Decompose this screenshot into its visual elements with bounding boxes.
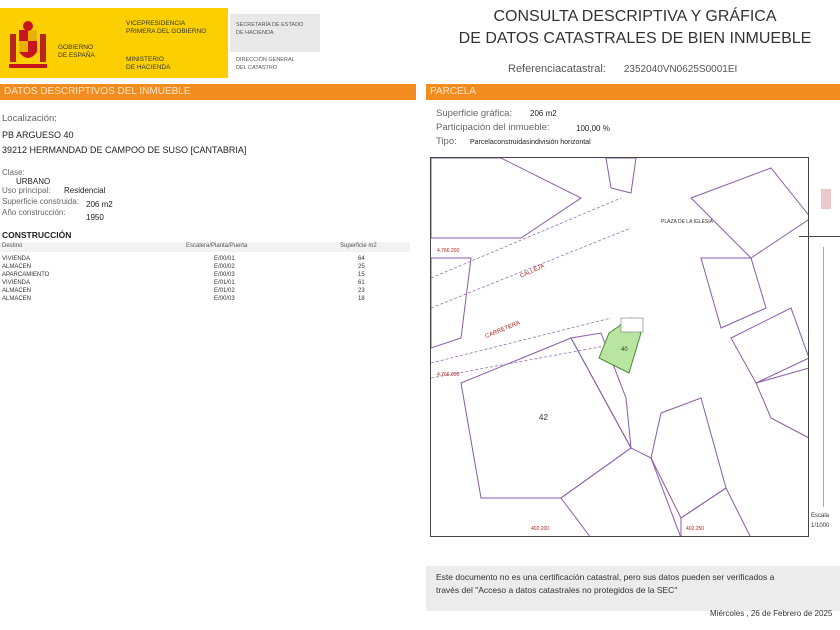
superficie-value: 206 m2 <box>86 200 113 209</box>
parcel-small-label: 40 <box>621 347 628 353</box>
building-outline <box>621 318 643 332</box>
verification-notice <box>426 566 840 611</box>
legend-box <box>799 177 840 237</box>
tipo-label: Tipo: <box>436 136 457 147</box>
participacion-label: Participación del inmueble: <box>436 122 550 133</box>
uso-label: Uso principal: <box>2 186 51 195</box>
header-superficie: Superficie m2 <box>340 243 377 249</box>
row-superficie: 23 <box>358 288 365 294</box>
parcel-outline <box>691 168 811 258</box>
ref-label: Referenciacatastral: <box>508 63 606 75</box>
vicepresidencia-line2: PRIMERA DEL GOBIERNO <box>126 28 207 35</box>
header-destino: Destino <box>2 243 23 249</box>
table-row <box>0 263 410 271</box>
document-title <box>440 6 830 50</box>
section-bar-parcela: PARCELA <box>426 84 840 100</box>
parcel-outline <box>431 258 471 348</box>
cadastral-map[interactable] <box>430 157 840 537</box>
row-ubicacion: E/00/03 <box>214 296 235 302</box>
construccion-table-header <box>0 242 410 252</box>
anio-label: Año construcción: <box>2 208 66 217</box>
secretaria-line2: DE HACIENDA <box>236 30 274 36</box>
coord-north-label: 4.766.200 <box>437 248 460 254</box>
legend-symbol <box>821 189 831 209</box>
gobierno-line1: GOBIERNO <box>58 44 94 51</box>
ministerio-line1: MINISTERIO <box>126 56 164 63</box>
row-ubicacion: E/00/03 <box>214 272 235 278</box>
row-destino: VIVIENDA <box>2 256 31 262</box>
parcel-outline <box>756 368 809 438</box>
direccion-line1: DIRECCIÓN GENERAL <box>236 57 295 63</box>
address-line2: 39212 HERMANDAD DE CAMPOO DE SUSO [CANTABRIA] <box>2 145 247 155</box>
escala-value: 1/1000 <box>811 523 830 529</box>
parcel-outline <box>701 258 766 328</box>
vicepresidencia-line1: VICEPRESIDENCIA <box>126 20 186 27</box>
direccion-line2: DEL CATASTRO <box>236 65 278 71</box>
road-label-calleja: CALLEJA <box>519 263 546 280</box>
parcel-outline <box>561 448 681 537</box>
superficie-grafica-value: 206 m2 <box>530 109 557 118</box>
road-label-carretera: CARRETERA <box>484 320 522 340</box>
superficie-label: Superficie construida: <box>2 197 79 206</box>
title-line2: DE DATOS CATASTRALES DE BIEN INMUEBLE <box>458 30 812 47</box>
document-date: Miércoles , 26 de Febrero de 2025 <box>710 609 833 618</box>
escala-label: Escala <box>811 513 830 519</box>
table-row <box>0 255 410 263</box>
table-row <box>0 271 410 279</box>
row-destino: ALMACEN <box>2 264 32 270</box>
anio-value: 1950 <box>86 213 104 222</box>
notice-line1: Este documento no es una certificación catastral, pero sus datos pueden ser verificados a <box>436 572 775 582</box>
row-destino: ALMACEN <box>2 296 32 302</box>
parcel-outline <box>651 398 726 518</box>
parcel-outline <box>606 158 636 193</box>
clase-label: Clase: <box>2 168 25 177</box>
row-ubicacion: E/01/02 <box>214 288 235 294</box>
government-banner <box>0 8 228 78</box>
section-bar-inmueble: DATOS DESCRIPTIVOS DEL INMUEBLE <box>0 84 416 100</box>
referencia-catastral <box>508 63 737 75</box>
table-row <box>0 287 410 295</box>
localizacion-label: Localización: <box>2 113 57 124</box>
notice-line2: través del "Acceso a datos catastrales no protegidos de la SEC" <box>436 585 678 595</box>
row-superficie: 25 <box>358 264 365 270</box>
row-superficie: 61 <box>358 280 365 286</box>
title-line1: CONSULTA DESCRIPTIVA Y GRÁFICA <box>493 8 777 25</box>
table-row <box>0 295 410 303</box>
row-superficie: 18 <box>358 296 365 302</box>
coord-east1-label: 402.200 <box>531 526 550 532</box>
row-ubicacion: E/00/01 <box>214 256 235 262</box>
coord-south-label: 4.766.050 <box>437 372 460 378</box>
row-destino: VIVIENDA <box>2 280 31 286</box>
map-drawing <box>431 158 840 537</box>
road-edge-line <box>431 343 621 378</box>
table-row <box>0 279 410 287</box>
row-ubicacion: E/01/01 <box>214 280 235 286</box>
uso-value: Residencial <box>64 186 106 195</box>
row-destino: APARCAMIENTO <box>2 272 50 278</box>
legend-divider <box>823 247 824 507</box>
superficie-grafica-label: Superficie gráfica: <box>436 108 513 119</box>
coat-of-arms-icon <box>6 20 50 72</box>
gobierno-line2: DE ESPAÑA <box>58 52 95 59</box>
plaza-label: PLAZA DE LA IGLESIA <box>661 219 713 225</box>
clase-value: URBANO <box>16 177 51 186</box>
secretaria-line1: SECRETARÍA DE ESTADO <box>236 22 304 28</box>
header-escalera: Escalera/Planta/Puerta <box>186 243 248 249</box>
ministerio-line2: DE HACIENDA <box>126 64 171 71</box>
row-superficie: 15 <box>358 272 365 278</box>
tipo-value: Parcelaconstruidasindivisión horizontal <box>470 139 591 146</box>
construccion-title: CONSTRUCCIÓN <box>2 230 72 240</box>
road-edge-line <box>431 318 611 363</box>
row-superficie: 64 <box>358 256 365 262</box>
parcel-number-label: 42 <box>539 413 548 422</box>
row-destino: ALMACEN <box>2 288 32 294</box>
row-ubicacion: E/00/02 <box>214 264 235 270</box>
coord-east2-label: 402.250 <box>686 526 705 532</box>
map-legend-strip <box>808 157 840 537</box>
address-line1: PB ARGUESO 40 <box>2 130 74 140</box>
government-header <box>0 8 330 78</box>
ref-value: 2352040VN0625S0001EI <box>623 64 738 75</box>
parcel-outline <box>431 158 581 238</box>
participacion-value: 100,00 % <box>576 124 610 133</box>
